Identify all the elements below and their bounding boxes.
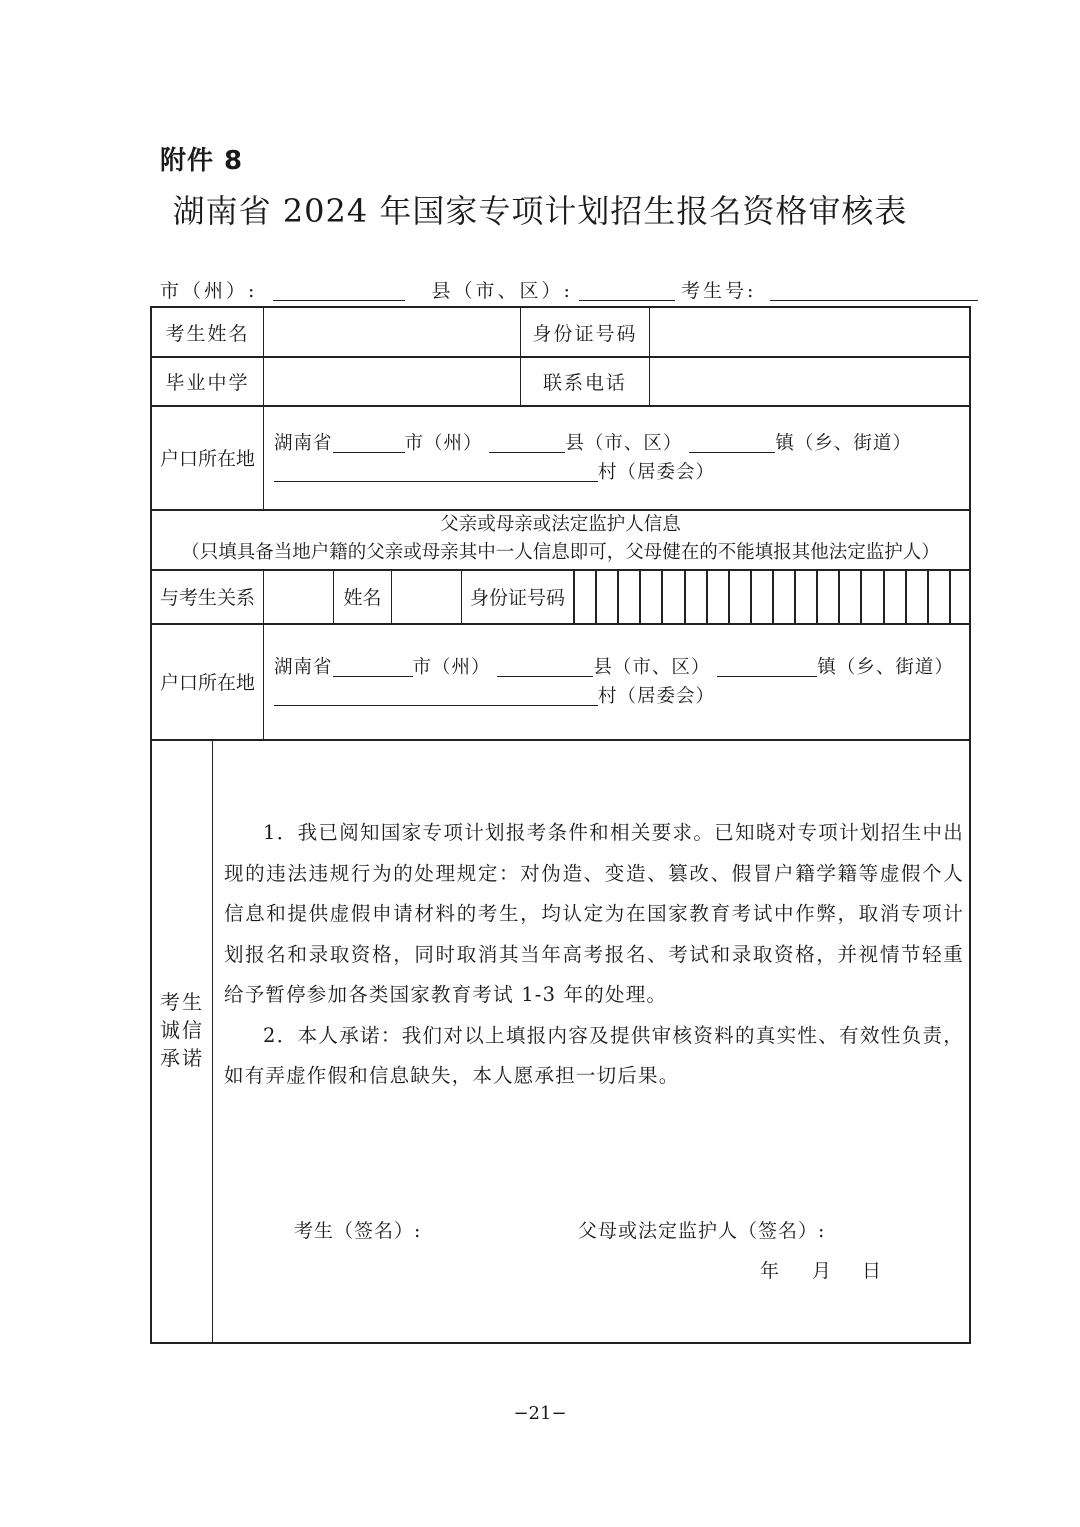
county-label: 县（市、区）:: [431, 280, 573, 302]
id-digit-box[interactable]: [950, 570, 971, 623]
pledge-label: [152, 988, 212, 1072]
student-name-label: 考生姓名: [165, 322, 250, 345]
id-digit-box[interactable]: [729, 570, 750, 623]
village-blank[interactable]: [274, 685, 598, 706]
relation-label: 与考生关系: [159, 587, 255, 609]
county-text: 县（市、区）: [565, 433, 683, 454]
student-hukou-address: [274, 429, 912, 487]
pledge-label-line: 诚信: [160, 1018, 204, 1042]
row-divider: [152, 405, 969, 407]
town-text: 镇（乡、街道）: [775, 433, 912, 454]
row-divider: [152, 623, 969, 625]
school-field[interactable]: [264, 357, 520, 405]
city-text: 市（州）: [412, 657, 491, 678]
parent-hukou-address: [274, 653, 954, 711]
parent-section-note: （只填具备当地户籍的父亲或母亲其中一人信息即可，父母健在的不能填报其他法定监护人）: [181, 542, 940, 563]
id-digit-box[interactable]: [640, 570, 661, 623]
phone-field[interactable]: [650, 357, 969, 405]
qualification-form-table: [150, 306, 971, 1344]
city-text: 市（州）: [404, 433, 483, 454]
phone-label: 联系电话: [542, 371, 627, 394]
col-divider: [212, 739, 213, 1344]
id-digit-box[interactable]: [685, 570, 706, 623]
county-blank[interactable]: [497, 656, 593, 677]
pledge-label-line: 承诺: [160, 1046, 204, 1070]
city-blank[interactable]: [333, 656, 413, 677]
town-text: 镇（乡、街道）: [817, 657, 954, 678]
date-month: 月: [812, 1260, 833, 1282]
parent-id-label: 身份证号码: [469, 587, 565, 609]
city-label: 市（州）:: [160, 280, 258, 302]
pledge-paragraph-1: 1．我已阅知国家专项计划报考条件和相关要求。已知晓对专项计划招生中出现的违法违规行为的处理规定：对伪造、变造、篡改、假冒户籍学籍等虚假个人信息和提供虚假申请材料的考生，均认定为在国家教育考试中作弊，取消专项计划报名和录取资格，同时取消其当年高考报名、考试和录取资格，并视情节轻重给予暂停参加各类国家教育考试 1-3 年的处理。: [224, 821, 964, 1006]
guardian-signature-label: 父母或法定监护人（签名）:: [578, 1220, 826, 1242]
town-blank[interactable]: [689, 432, 775, 453]
parent-name-label: 姓名: [343, 587, 382, 609]
id-digit-box[interactable]: [839, 570, 860, 623]
id-digit-box[interactable]: [751, 570, 772, 623]
student-id-label: 身份证号码: [532, 322, 638, 345]
relation-field[interactable]: [264, 570, 333, 623]
exam-no-label: 考生号:: [681, 280, 757, 302]
id-digit-box[interactable]: [817, 570, 838, 623]
city-field[interactable]: [273, 280, 405, 301]
village-blank[interactable]: [274, 461, 598, 482]
page-number: −21−: [513, 1403, 567, 1424]
row-divider: [152, 739, 969, 741]
student-hukou-label: 户口所在地: [159, 448, 255, 470]
id-digit-box[interactable]: [574, 570, 595, 623]
id-digit-box[interactable]: [618, 570, 639, 623]
attachment-label: 附件 8: [160, 146, 244, 176]
province-text: 湖南省: [274, 433, 333, 454]
id-digit-box[interactable]: [662, 570, 683, 623]
id-digit-box[interactable]: [861, 570, 882, 623]
id-digit-box[interactable]: [906, 570, 927, 623]
id-digit-box[interactable]: [773, 570, 794, 623]
county-text: 县（市、区）: [593, 657, 711, 678]
form-title: 湖南省 2024 年国家专项计划招生报名资格审核表: [172, 192, 908, 230]
id-digit-box[interactable]: [795, 570, 816, 623]
village-text: 村（居委会）: [598, 686, 716, 707]
id-digit-box[interactable]: [884, 570, 905, 623]
parent-hukou-label: 户口所在地: [159, 672, 255, 694]
id-digit-box[interactable]: [707, 570, 728, 623]
city-blank[interactable]: [333, 432, 405, 453]
header-fields: [160, 276, 978, 303]
county-field[interactable]: [579, 280, 675, 301]
parent-name-field[interactable]: [392, 570, 461, 623]
date-day: 日: [862, 1260, 883, 1282]
school-label: 毕业中学: [165, 371, 250, 394]
pledge-text: [224, 813, 964, 1097]
county-blank[interactable]: [489, 432, 565, 453]
village-text: 村（居委会）: [598, 462, 716, 483]
student-name-field[interactable]: [264, 308, 520, 356]
pledge-label-line: 考生: [160, 990, 204, 1014]
province-text: 湖南省: [274, 657, 333, 678]
exam-no-field[interactable]: [770, 280, 978, 301]
id-digit-box[interactable]: [928, 570, 949, 623]
date-year: 年: [760, 1260, 781, 1282]
parent-section-heading: 父亲或母亲或法定监护人信息: [440, 514, 681, 535]
id-digit-box[interactable]: [596, 570, 617, 623]
student-id-field[interactable]: [650, 308, 969, 356]
student-signature-label: 考生（签名）:: [294, 1220, 422, 1242]
pledge-paragraph-2: 2．本人承诺：我们对以上填报内容及提供审核资料的真实性、有效性负责，如有弄虚作假和信息缺失，本人愿承担一切后果。: [224, 1023, 964, 1087]
town-blank[interactable]: [717, 656, 817, 677]
